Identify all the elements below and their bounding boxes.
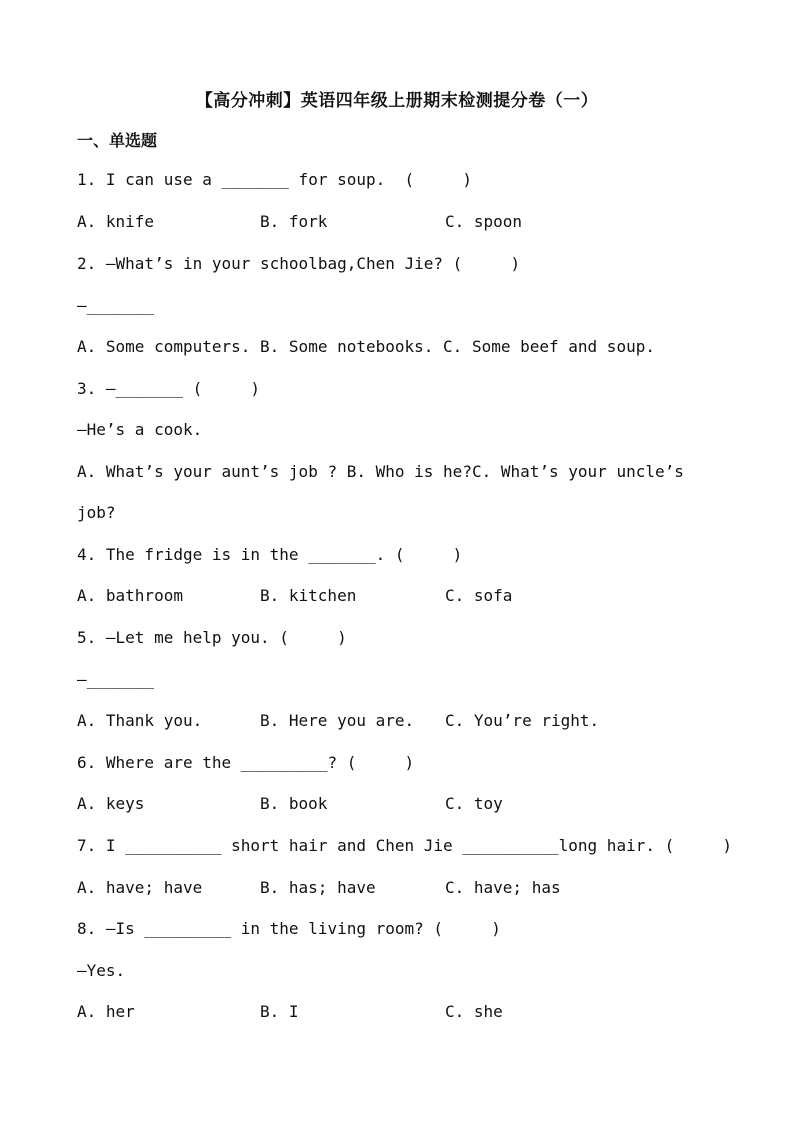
option-a: A. her bbox=[77, 1002, 135, 1021]
option-c: C. toy bbox=[445, 794, 503, 813]
question-6: 6. Where are the _________? ( ) bbox=[77, 753, 415, 772]
option-a: A. bathroom bbox=[77, 586, 183, 605]
question-3-options: A. What’s your aunt’s job ? B. Who is he?C. What’s your uncle’s bbox=[77, 462, 684, 481]
question-4: 4. The fridge is in the _______. ( ) bbox=[77, 545, 463, 564]
option-b: B. I bbox=[260, 1002, 299, 1021]
option-b: B. kitchen bbox=[260, 586, 357, 605]
question-2-options: A. Some computers. B. Some notebooks. C. Some beef and soup. bbox=[77, 337, 655, 356]
question-7: 7. I __________ short hair and Chen Jie __________long hair. ( ) bbox=[77, 836, 733, 855]
question-1: 1. I can use a _______ for soup. ( ) bbox=[77, 170, 472, 189]
answer-blank: —_______ bbox=[77, 670, 155, 689]
question-8: 8. —Is _________ in the living room? ( ) bbox=[77, 919, 501, 938]
question-5: 5. —Let me help you. ( ) bbox=[77, 628, 347, 647]
option-c: C. spoon bbox=[445, 212, 523, 231]
question-3: 3. —_______ ( ) bbox=[77, 379, 261, 398]
option-a: A. have; have bbox=[77, 878, 203, 897]
question-2: 2. —What’s in your schoolbag,Chen Jie? ( ) bbox=[77, 254, 521, 273]
answer-blank: —_______ bbox=[77, 296, 155, 315]
option-c: C. have; has bbox=[445, 878, 561, 897]
option-b: B. Here you are. bbox=[260, 711, 415, 730]
option-b: B. fork bbox=[260, 212, 328, 231]
dialogue-reply: —He’s a cook. bbox=[77, 420, 203, 439]
option-c: C. she bbox=[445, 1002, 503, 1021]
option-a: A. knife bbox=[77, 212, 155, 231]
question-3-options-cont: job? bbox=[77, 503, 116, 522]
page-title: 【高分冲刺】英语四年级上册期末检测提分卷（一） bbox=[195, 91, 599, 111]
dialogue-reply: —Yes. bbox=[77, 961, 126, 980]
option-c: C. sofa bbox=[445, 586, 513, 605]
option-b: B. has; have bbox=[260, 878, 376, 897]
option-a: A. Thank you. bbox=[77, 711, 203, 730]
option-b: B. book bbox=[260, 794, 328, 813]
question-8-options bbox=[77, 1002, 503, 1078]
section-heading: 一、单选题 bbox=[77, 131, 158, 150]
option-a: A. keys bbox=[77, 794, 145, 813]
option-c: C. You’re right. bbox=[445, 711, 600, 730]
